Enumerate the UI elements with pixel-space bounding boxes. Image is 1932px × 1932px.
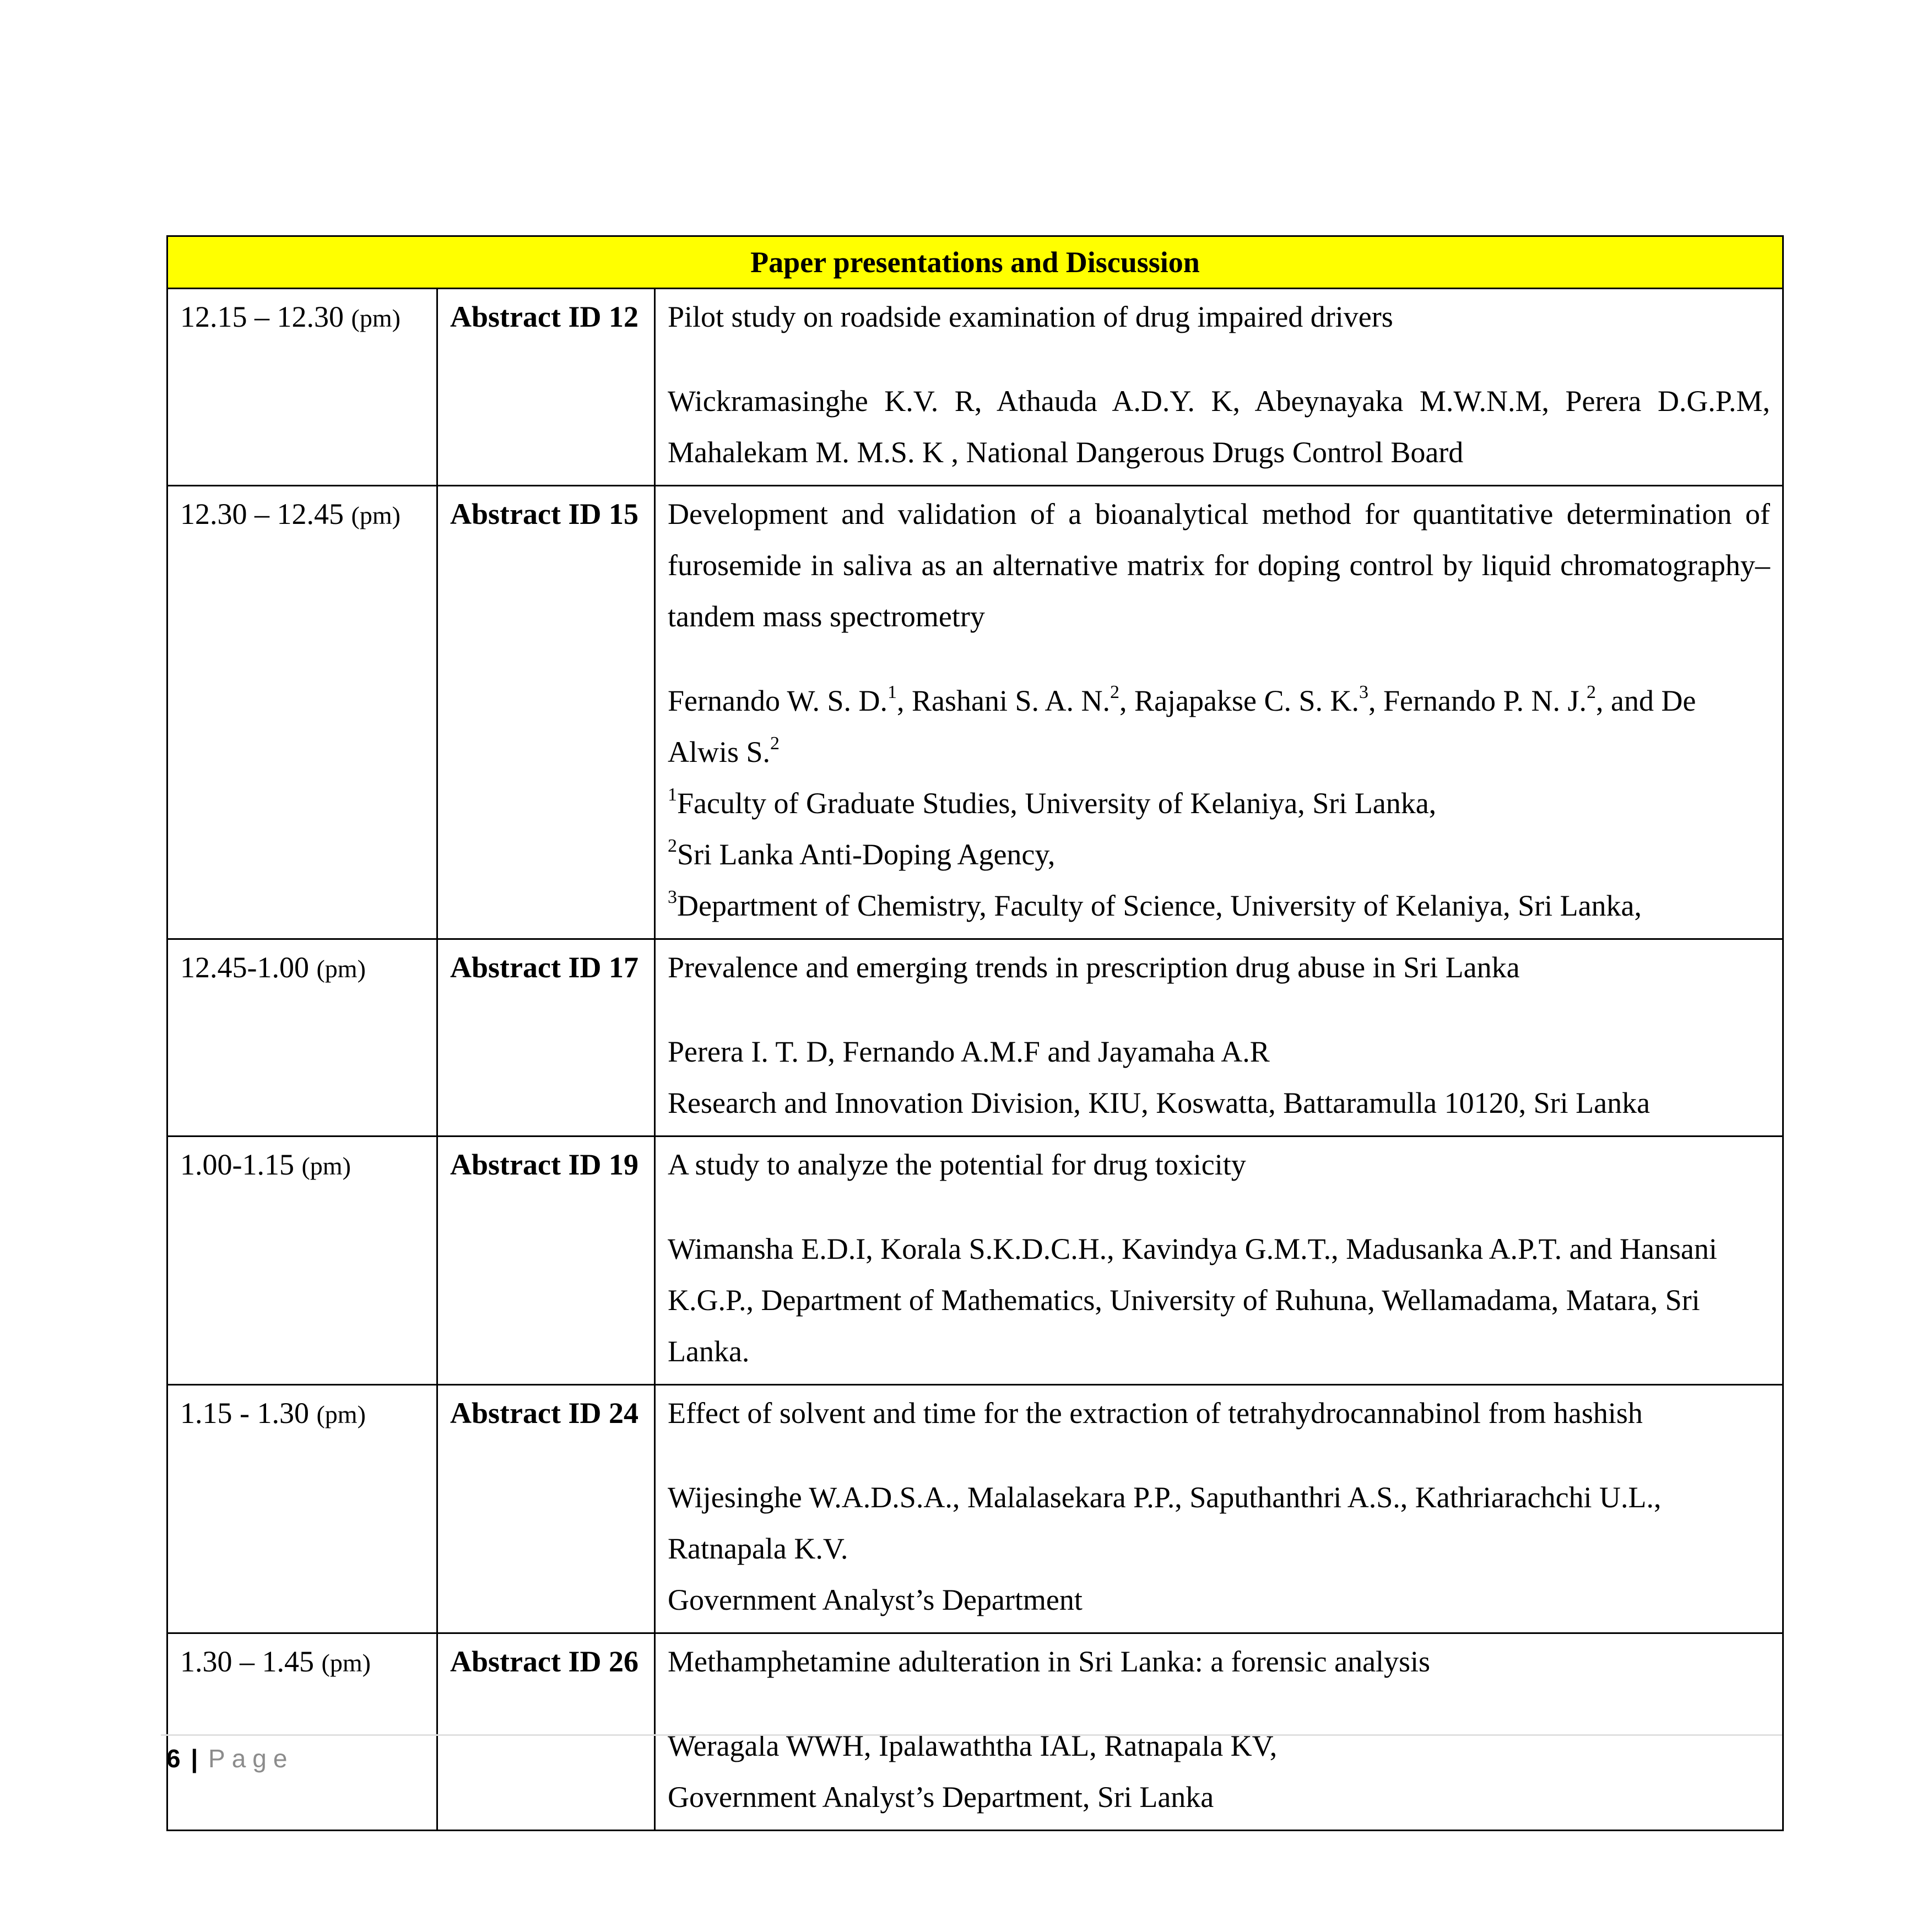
author-affiliation-mark: 1: [887, 682, 897, 702]
affiliation-mark: 3: [668, 887, 677, 907]
time-cell: [167, 1137, 437, 1385]
affiliation-text: Department of Chemistry, Faculty of Science, University of Kelaniya, Sri Lanka,: [677, 889, 1642, 922]
affiliation: [668, 880, 1770, 932]
author-affiliation-mark: 2: [770, 733, 780, 754]
details-cell: [655, 1137, 1783, 1385]
abstract-id: Abstract ID 15: [437, 486, 655, 939]
affiliation-mark: 1: [668, 784, 677, 805]
affiliation: Government Analyst’s Department: [668, 1583, 1083, 1616]
author-name: , and De Alwis S.: [668, 684, 1696, 769]
time-cell: [167, 1385, 437, 1633]
footer-separator: |: [191, 1744, 198, 1773]
affiliation-text: Faculty of Graduate Studies, University of Kelaniya, Sri Lanka,: [677, 787, 1437, 820]
paper-title: Prevalence and emerging trends in prescription drug abuse in Sri Lanka: [668, 951, 1520, 984]
paper-title: Methamphetamine adulteration in Sri Lanka: a forensic analysis: [668, 1645, 1431, 1678]
time-cell: [167, 486, 437, 939]
time-range: 12.15 – 12.30: [180, 300, 344, 333]
affiliation: Government Analyst’s Department, Sri Lanka: [668, 1781, 1214, 1814]
time-range: 1.00-1.15: [180, 1148, 294, 1181]
affiliation: Research and Innovation Division, KIU, Koswatta, Battaramulla 10120, Sri Lanka: [668, 1086, 1650, 1119]
time-unit: (pm): [316, 955, 366, 983]
time-cell: [167, 939, 437, 1137]
affiliation-text: Sri Lanka Anti-Doping Agency,: [677, 838, 1056, 871]
author-name: Fernando W. S. D.: [668, 684, 888, 717]
time-range: 1.30 – 1.45: [180, 1645, 314, 1678]
page-footer: [166, 1744, 294, 1773]
paper-title: Pilot study on roadside examination of drug impaired drivers: [668, 300, 1393, 333]
details-cell: [655, 486, 1783, 939]
time-range: 1.15 - 1.30: [180, 1397, 309, 1430]
time-unit: (pm): [351, 501, 401, 529]
paper-authors: Wijesinghe W.A.D.S.A., Malalasekara P.P., Saputhanthri A.S., Kathriarachchi U.L., Ratnapala K.V.: [668, 1481, 1662, 1565]
table-row: [167, 1137, 1783, 1385]
details-cell: [655, 939, 1783, 1137]
abstract-id: Abstract ID 12: [437, 289, 655, 486]
table-row: [167, 486, 1783, 939]
affiliation-mark: 2: [668, 836, 677, 856]
paper-title: A study to analyze the potential for drug toxicity: [668, 1148, 1246, 1181]
author-name: , Rashani S. A. N.: [897, 684, 1111, 717]
author-name: , Fernando P. N. J.: [1368, 684, 1587, 717]
footer-divider: [161, 1734, 1782, 1736]
time-range: 12.45-1.00: [180, 951, 309, 984]
paper-authors: Wickramasinghe K.V. R, Athauda A.D.Y. K, Abeynayaka M.W.N.M, Perera D.G.P.M, Mahalekam M. M.S. K , National Dangerous Drugs Control Board: [668, 385, 1770, 469]
time-unit: (pm): [351, 304, 401, 332]
table-row: [167, 939, 1783, 1137]
paper-title: Effect of solvent and time for the extraction of tetrahydrocannabinol from hashish: [668, 1397, 1643, 1430]
affiliation: [668, 829, 1770, 880]
author-affiliation-mark: 2: [1110, 682, 1120, 702]
time-unit: (pm): [316, 1400, 366, 1428]
table-row: [167, 1633, 1783, 1831]
abstract-id: Abstract ID 26: [437, 1633, 655, 1831]
details-cell: [655, 1633, 1783, 1831]
time-range: 12.30 – 12.45: [180, 497, 344, 531]
time-unit: (pm): [321, 1649, 371, 1677]
abstract-id: Abstract ID 24: [437, 1385, 655, 1633]
time-cell: [167, 1633, 437, 1831]
abstract-id: Abstract ID 19: [437, 1137, 655, 1385]
author-name: , Rajapakse C. S. K.: [1119, 684, 1359, 717]
table-row: [167, 1385, 1783, 1633]
paper-authors: [668, 675, 1770, 778]
abstract-id: Abstract ID 17: [437, 939, 655, 1137]
page-number: 6: [166, 1744, 181, 1773]
table-row: [167, 289, 1783, 486]
paper-title: Development and validation of a bioanalytical method for quantitative determination of furosemide in saliva as an alternative matrix for doping control by liquid chromatography–tandem mass spectrometry: [668, 497, 1770, 633]
details-cell: [655, 1385, 1783, 1633]
paper-authors: Perera I. T. D, Fernando A.M.F and Jayamaha A.R: [668, 1035, 1270, 1068]
author-affiliation-mark: 3: [1359, 682, 1368, 702]
section-header: Paper presentations and Discussion: [167, 236, 1783, 289]
time-cell: [167, 289, 437, 486]
paper-authors: Weragala WWH, Ipalawaththa IAL, Ratnapala KV,: [668, 1729, 1278, 1762]
page-label: Page: [208, 1744, 294, 1773]
paper-authors: Wimansha E.D.I, Korala S.K.D.C.H., Kavindya G.M.T., Madusanka A.P.T. and Hansani K.G.P., Department of Mathematics, University of Ruhuna, Wellamadama, Matara, Sri Lanka.: [668, 1232, 1718, 1368]
schedule-table: [166, 235, 1784, 1831]
time-unit: (pm): [301, 1152, 351, 1180]
details-cell: [655, 289, 1783, 486]
author-affiliation-mark: 2: [1587, 682, 1597, 702]
affiliation: [668, 778, 1770, 829]
